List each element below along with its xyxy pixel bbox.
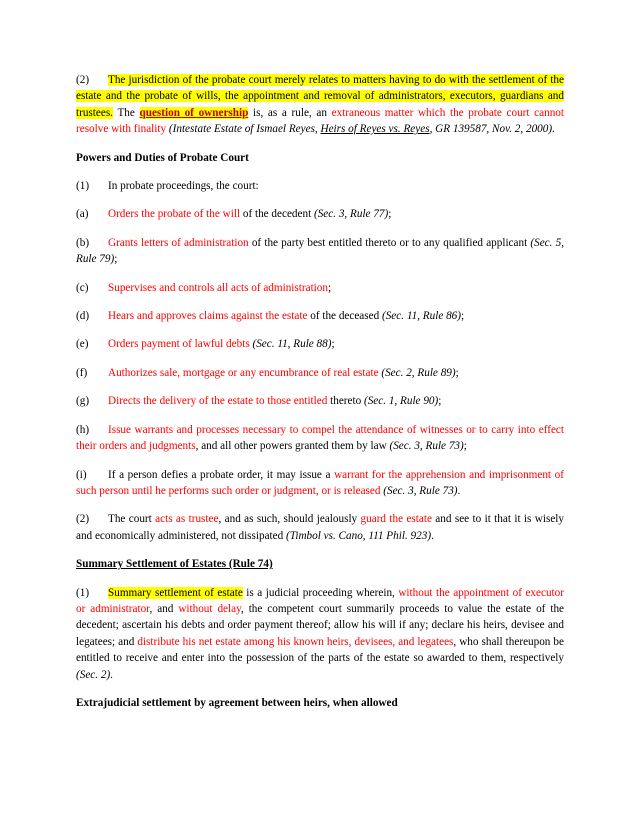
text: , the competent court summarily proceeds to value the estate of the decedent; ascertain his debts and order payment thereof; allow his will if any; declare his heirs, devisee and legatees; and (76, 602, 565, 648)
citation: (Sec. 11, Rule 88) (252, 338, 332, 351)
list-item-i (76, 467, 564, 500)
list-item-f (76, 365, 564, 381)
text: ; (114, 253, 118, 266)
list-item-e (76, 336, 564, 352)
item-number: (e) (76, 338, 89, 351)
text: . (457, 484, 461, 497)
citation: (Sec. 3, Rule 73) (389, 440, 464, 453)
citation: (Sec. 3, Rule 77) (313, 208, 389, 221)
list-item-b (76, 235, 564, 268)
heading-summary-settlement: Summary Settlement of Estates (Rule 74) (76, 558, 273, 571)
text: of the party best entitled thereto or to any qualified applicant (248, 236, 531, 249)
item-number: (1) (76, 180, 90, 193)
item-number: (c) (76, 281, 89, 294)
paragraph-number: (2) (76, 513, 90, 526)
red-emphasis: Orders payment of lawful debts (108, 338, 250, 351)
citation: (Sec. 2, Rule 89) (381, 366, 456, 379)
item-number: (a) (76, 208, 89, 221)
citation: (Sec. 11, Rule 86) (381, 310, 461, 323)
list-item-c (76, 280, 564, 296)
document-body (76, 72, 564, 723)
text: . (431, 529, 434, 542)
item-number: (d) (76, 310, 90, 323)
citation-case-name: Heirs of Reyes vs. Reyes (320, 123, 430, 136)
paragraph-number: (1) (76, 586, 90, 599)
text: The (112, 106, 140, 119)
heading-powers-duties: Powers and Duties of Probate Court (76, 151, 249, 164)
text: is a judicial proceeding wherein, (242, 586, 399, 599)
red-emphasis: acts as trustee (155, 513, 219, 526)
item-number: (h) (76, 423, 90, 436)
red-emphasis: Hears and approves claims against the estate (108, 310, 308, 323)
text: The court (108, 513, 156, 526)
red-emphasis: Orders the probate of the will (108, 208, 241, 221)
list-item-d (76, 308, 564, 324)
citation: (Sec. 3, Rule 73) (383, 484, 458, 497)
text: ; (331, 338, 335, 351)
red-emphasis: Grants letters of administration (108, 236, 249, 249)
text: ; (461, 310, 465, 323)
red-emphasis: distribute his net estate among his known heirs, devisees, and legatees (137, 635, 454, 648)
highlighted-text: The jurisdiction of the probate court merely relates to matters having to do with the settlement of the estate and the probate of wills, the appointment and removal of administrators, executors, guardians and trustees. (76, 74, 564, 119)
citation: (Timbol vs. Cano, 111 Phil. 923) (286, 529, 432, 542)
text: ; (438, 395, 442, 408)
text: of the deceased (307, 310, 382, 323)
text: , and (149, 602, 179, 615)
text: , and all other powers granted them by law (195, 440, 390, 453)
citation: (Sec. 1, Rule 90) (363, 395, 439, 408)
list-item-h (76, 422, 564, 455)
list-item-a (76, 206, 564, 222)
text: ; (388, 208, 392, 221)
paragraph-probate-jurisdiction (76, 72, 564, 138)
text: thereto (327, 395, 364, 408)
citation: , GR 139587, Nov. 2, 2000). (429, 123, 555, 136)
text: and see to it that it is wisely and economically administered, not dissipated (76, 513, 564, 542)
red-emphasis: warrant for the apprehension and imprisonment of such person until he performs such order or judgment, or is released (76, 468, 564, 497)
highlighted-text: Summary settlement of estate (108, 586, 243, 599)
item-number: (g) (76, 395, 90, 408)
text: , who shall thereupon be entitled to receive and enter into the possession of the parts of the estate so awarded to them, respectively (76, 635, 564, 665)
red-emphasis: guard the estate (360, 513, 432, 526)
red-emphasis: Issue warrants and processes necessary to compel the attendance of witnesses or to carry into effect their orders and judgments (76, 423, 564, 453)
citation: (Sec. 5, Rule 79) (76, 236, 564, 266)
red-emphasis: Supervises and controls all acts of administration (108, 281, 328, 294)
text: In probate proceedings, the court: (108, 180, 259, 193)
paragraph-summary-settlement (76, 585, 564, 683)
paragraph-number: (2) (76, 74, 90, 86)
text: is, as a rule, an (248, 106, 332, 119)
text: of the decedent (240, 208, 314, 221)
question-of-ownership: question of ownership (139, 106, 249, 119)
item-number: (f) (76, 366, 88, 379)
red-emphasis: Authorizes sale, mortgage or any encumbrance of real estate (108, 366, 379, 379)
red-emphasis: extraneous matter which the probate court cannot resolve with finality (76, 106, 564, 136)
text: If a person defies a probate order, it may issue a (108, 468, 335, 481)
citation: (Intestate Estate of Ismael Reyes, (166, 123, 321, 136)
text: ; (455, 366, 459, 379)
heading-extrajudicial-settlement: Extrajudicial settlement by agreement between heirs, when allowed (76, 696, 398, 709)
red-emphasis: Directs the delivery of the estate to those entitled (108, 395, 328, 408)
text: ; (327, 281, 332, 294)
paragraph-court-trustee (76, 511, 564, 544)
red-emphasis: without delay (178, 602, 241, 615)
list-intro (76, 178, 564, 194)
text: . (110, 668, 113, 681)
text: ; (463, 440, 467, 453)
item-number: (b) (76, 236, 90, 249)
citation: (Sec. 2) (76, 668, 111, 681)
item-number: (i) (76, 468, 87, 481)
text: , and as such, should jealously (218, 513, 361, 526)
list-item-g (76, 393, 564, 409)
red-emphasis: without the appointment of executor or administrator (76, 586, 564, 615)
